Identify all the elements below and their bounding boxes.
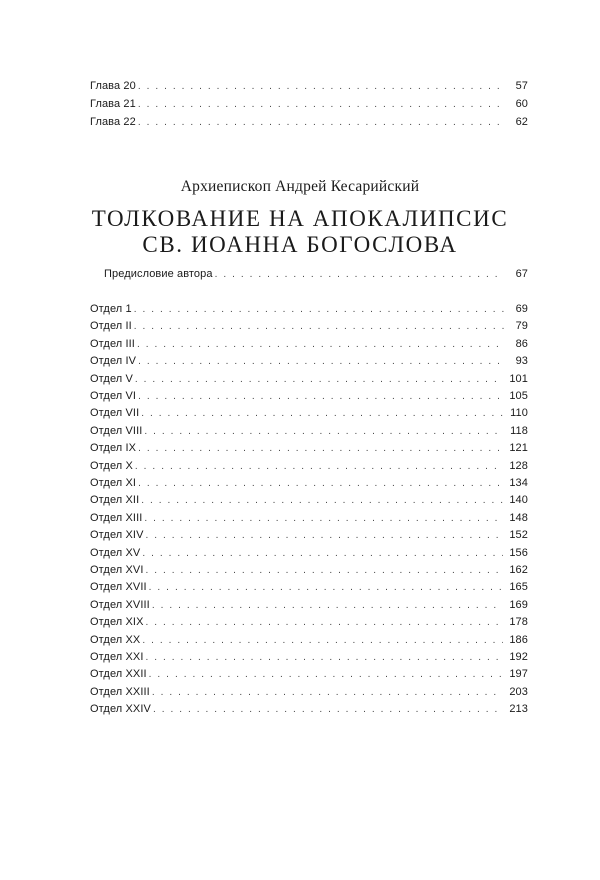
toc-label: Отдел XXIV [90, 703, 151, 716]
toc-row [90, 114, 528, 131]
toc-row [90, 388, 528, 405]
toc-row [90, 336, 528, 353]
toc-label: Отдел VII [90, 407, 140, 420]
toc-row [90, 318, 528, 335]
toc-page-number: 165 [509, 581, 528, 594]
dot-leader [152, 684, 504, 701]
dot-leader [144, 423, 504, 440]
toc-page-number: 62 [515, 116, 528, 128]
toc-page-number: 86 [515, 337, 528, 350]
toc-row [90, 475, 528, 492]
toc-page-number: 203 [509, 685, 528, 698]
toc-row [90, 458, 528, 475]
dot-leader [135, 371, 503, 388]
dot-leader [134, 301, 504, 318]
toc-label: Отдел XIX [90, 616, 144, 629]
toc-page-number: 169 [509, 598, 528, 611]
toc-label: Глава 20 [90, 80, 136, 92]
toc-label: Отдел III [90, 337, 135, 350]
dot-leader [152, 597, 504, 614]
toc-row [90, 527, 528, 544]
toc-page-number: 186 [509, 633, 528, 646]
toc-label: Предисловие автора [104, 268, 213, 280]
toc-page-number: 101 [509, 372, 528, 385]
toc-page-number: 93 [515, 355, 528, 368]
toc-label: Глава 22 [90, 116, 136, 128]
toc-row [90, 666, 528, 683]
dot-leader [141, 405, 504, 422]
toc-row [90, 371, 528, 388]
toc-page-number: 67 [515, 268, 528, 280]
dot-leader [134, 318, 504, 335]
toc-label: Отдел XVI [90, 564, 144, 576]
toc-row [90, 597, 528, 614]
toc-page-number: 197 [509, 668, 528, 681]
toc-row-preface [104, 266, 528, 283]
dot-leader [142, 545, 503, 562]
dot-leader [138, 114, 504, 131]
toc-row [90, 423, 528, 440]
toc-label: Отдел XVII [90, 581, 147, 594]
toc-row [90, 614, 528, 631]
toc-label: Отдел 1 [90, 303, 132, 315]
dot-leader [146, 527, 504, 544]
toc-row [90, 353, 528, 370]
dot-leader [138, 96, 504, 113]
toc-row [90, 701, 528, 718]
dot-leader [141, 492, 503, 509]
toc-row [90, 510, 528, 527]
dot-leader [138, 388, 503, 405]
dot-leader [215, 266, 504, 283]
dot-leader [138, 353, 504, 370]
toc-page-number: 79 [515, 320, 528, 333]
toc-row [90, 649, 528, 666]
dot-leader [135, 458, 503, 475]
toc-row [90, 96, 528, 113]
toc-page-number: 121 [509, 442, 528, 455]
toc-label: Отдел VIII [90, 424, 143, 437]
toc-page-number: 118 [510, 424, 528, 437]
toc-label: Отдел VI [90, 390, 137, 402]
toc-row [90, 78, 528, 95]
dot-leader [137, 336, 504, 353]
dot-leader [146, 614, 504, 631]
dot-leader [149, 666, 504, 683]
toc-row [90, 562, 528, 579]
toc-page-number: 162 [509, 564, 528, 576]
toc-label: Отдел XV [90, 546, 141, 559]
toc-label: Отдел IX [90, 442, 137, 455]
dot-leader [138, 440, 503, 457]
toc-row [90, 405, 528, 422]
toc-page-number: 57 [515, 80, 528, 92]
toc-page-number: 105 [509, 390, 528, 402]
toc-label: Отдел X [90, 459, 133, 472]
toc-page-number: 110 [510, 407, 528, 420]
toc-row [90, 492, 528, 509]
toc-page-number: 134 [509, 477, 528, 489]
toc-page-number: 69 [515, 303, 528, 315]
toc-page-number: 213 [509, 703, 528, 716]
toc-label: Отдел XIII [90, 511, 143, 524]
dot-leader [144, 510, 503, 527]
toc-label: Отдел XVIII [90, 598, 150, 611]
toc-page-number: 156 [509, 546, 528, 559]
toc-label: Глава 21 [90, 98, 136, 110]
toc-row [90, 301, 528, 318]
dot-leader [138, 78, 504, 95]
toc-label: Отдел XX [90, 633, 141, 646]
dot-leader [149, 579, 504, 596]
toc-page-number: 192 [509, 651, 528, 663]
toc-row [90, 440, 528, 457]
dot-leader [146, 562, 504, 579]
toc-label: Отдел V [90, 372, 133, 385]
toc-label: Отдел XXII [90, 668, 147, 681]
dot-leader [146, 649, 504, 666]
toc-label: Отдел XXI [90, 651, 144, 663]
toc-row [90, 632, 528, 649]
toc-page-number: 152 [509, 529, 528, 542]
toc-label: Отдел XIV [90, 529, 144, 542]
toc-label: Отдел IV [90, 355, 137, 368]
toc-page-number: 60 [515, 98, 528, 110]
toc-page-number: 140 [509, 494, 528, 507]
section-title-line-2: СВ. ИОАННА БОГОСЛОВА [142, 232, 458, 257]
toc-label: Отдел II [90, 320, 132, 333]
author-subtitle: Архиепископ Андрей Кесарийский [180, 178, 420, 195]
toc-row [90, 684, 528, 701]
section-title-line-1: ТОЛКОВАНИЕ НА АПОКАЛИПСИС [91, 206, 509, 231]
dot-leader [142, 632, 503, 649]
toc-label: Отдел XI [90, 477, 137, 489]
toc-row [90, 545, 528, 562]
toc-page-number: 178 [509, 616, 528, 629]
toc-row [90, 579, 528, 596]
dot-leader [153, 701, 503, 718]
toc-page-number: 128 [509, 459, 528, 472]
toc-label: Отдел XII [90, 494, 140, 507]
toc-page-number: 148 [509, 511, 528, 524]
toc-label: Отдел XXIII [90, 685, 150, 698]
dot-leader [138, 475, 503, 492]
